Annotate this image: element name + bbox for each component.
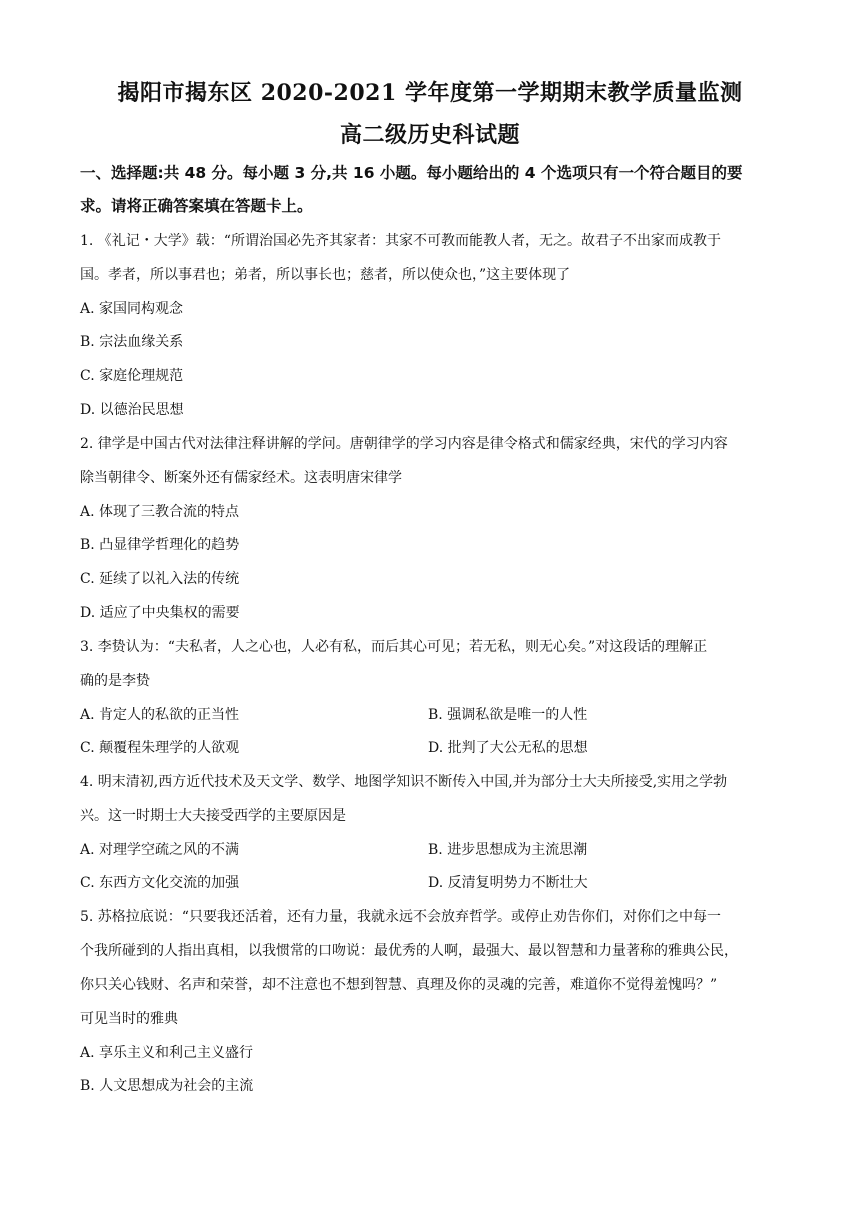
question-1-stem-line-1: 1. 《礼记・大学》载：“所谓治国必先齐其家者：其家不可教而能教人者，无之。故君子不出家而成教于 — [80, 233, 721, 249]
question-4-stem-line-2: 兴。这一时期士大夫接受西学的主要原因是 — [80, 808, 346, 824]
question-5-stem-line-1: 5. 苏格拉底说：“只要我还活着，还有力量，我就永远不会放弃哲学。或停止劝告你们，对你们之中每一 — [80, 909, 721, 925]
question-1-option-a: A. 家国同构观念 — [80, 301, 184, 317]
question-3-option-c: C. 颠覆程朱理学的人欲观 — [80, 740, 240, 756]
question-3-stem-line-1: 3. 李贽认为：“夫私者，人之心也，人必有私，而后其心可见；若无私，则无心矣。”对这段话的理解正 — [80, 639, 708, 655]
question-2-option-b: B. 凸显律学哲理化的趋势 — [80, 537, 240, 553]
question-4-option-b: B. 进步思想成为主流思潮 — [428, 842, 588, 858]
question-1-option-c: C. 家庭伦理规范 — [80, 368, 184, 384]
question-4-option-a: A. 对理学空疏之风的不满 — [80, 842, 240, 858]
question-5-stem-line-3: 你只关心钱财、名声和荣誉，却不注意也不想到智慧、真理及你的灵魂的完善，难道你不觉得羞愧吗？” — [80, 977, 718, 993]
question-4-option-c: C. 东西方文化交流的加强 — [80, 875, 240, 891]
section-instructions-line-1: 一、选择题:共 48 分。每小题 3 分,共 16 小题。每小题给出的 4 个选项只有一个符合题目的要 — [80, 164, 743, 182]
question-3-option-d: D. 批判了大公无私的思想 — [428, 740, 588, 756]
section-instructions-line-2: 求。请将正确答案填在答题卡上。 — [80, 197, 313, 215]
question-3-stem-line-2: 确的是李贽 — [80, 673, 150, 689]
question-4-stem-line-1: 4. 明末清初,西方近代技术及天文学、数学、地图学知识不断传入中国,并为部分士大夫所接受,实用之学勃 — [80, 774, 728, 790]
question-2-option-a: A. 体现了三教合流的特点 — [80, 504, 240, 520]
question-3-option-a: A. 肯定人的私欲的正当性 — [80, 707, 240, 723]
question-5-stem-line-4: 可见当时的雅典 — [80, 1011, 178, 1027]
exam-title: 揭阳市揭东区 2020-2021 学年度第一学期期末教学质量监测 — [117, 80, 743, 106]
question-3-option-b: B. 强调私欲是唯一的人性 — [428, 707, 588, 723]
question-1-option-b: B. 宗法血缘关系 — [80, 334, 184, 350]
question-1-stem-line-2: 国。孝者，所以事君也；弟者，所以事长也；慈者，所以使众也，”这主要体现了 — [80, 267, 571, 283]
question-5-option-a: A. 享乐主义和利己主义盛行 — [80, 1045, 254, 1061]
question-5-option-b: B. 人文思想成为社会的主流 — [80, 1078, 254, 1094]
question-2-option-d: D. 适应了中央集权的需要 — [80, 605, 240, 621]
question-2-stem-line-2: 除当朝律令、断案外还有儒家经术。这表明唐宋律学 — [80, 470, 402, 486]
question-5-stem-line-2: 个我所碰到的人指出真相，以我惯常的口吻说：最优秀的人啊，最强大、最以智慧和力量著称的雅典公民， — [80, 943, 738, 959]
question-4-option-d: D. 反清复明势力不断壮大 — [428, 875, 588, 891]
question-1-option-d: D. 以德治民思想 — [80, 402, 184, 418]
exam-subject-title: 高二级历史科试题 — [339, 122, 520, 148]
question-2-option-c: C. 延续了以礼入法的传统 — [80, 571, 240, 587]
question-2-stem-line-1: 2. 律学是中国古代对法律注释讲解的学问。唐朝律学的学习内容是律令格式和儒家经典，宋代的学习内容 — [80, 436, 728, 452]
